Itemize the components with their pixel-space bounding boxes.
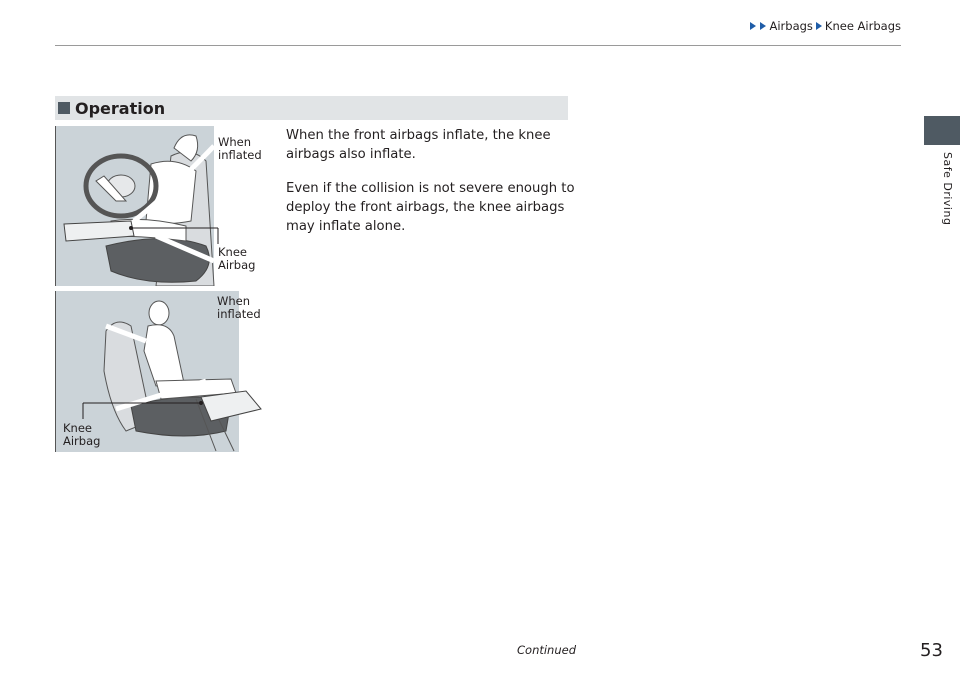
chapter-tab[interactable] [924, 116, 960, 145]
figure2-when-inflated-label: When inflated [217, 294, 261, 321]
section-title: Operation [75, 98, 166, 118]
breadcrumb-item-knee-airbags[interactable]: Knee Airbags [824, 19, 901, 33]
figure1-when-inflated-label: When inflated [218, 135, 262, 162]
breadcrumb-arrow-icon [760, 22, 766, 30]
page-number: 53 [920, 640, 943, 661]
breadcrumb-arrow-icon [816, 22, 822, 30]
breadcrumb-item-airbags[interactable]: Airbags [769, 19, 813, 33]
breadcrumb [749, 19, 901, 33]
paragraph-1: When the front airbags inflate, the knee airbags also inflate. [286, 128, 551, 162]
paragraph-2: Even if the collision is not severe enough to deploy the front airbags, the knee airbags may inflate alone. [286, 181, 575, 234]
body-text [286, 126, 576, 251]
figure1-knee-airbag-label: Knee Airbag [218, 245, 256, 272]
figure-side-view-knee-airbag [55, 291, 271, 452]
header-rule [55, 45, 901, 46]
section-heading [55, 96, 568, 120]
chapter-label: Safe Driving [941, 152, 954, 226]
continued-indicator: Continued [517, 643, 577, 657]
breadcrumb-arrow-icon [750, 22, 756, 30]
section-square-icon [58, 102, 70, 114]
figure-driver-knee-airbag [55, 126, 271, 286]
figure2-knee-airbag-label: Knee Airbag [63, 421, 101, 448]
